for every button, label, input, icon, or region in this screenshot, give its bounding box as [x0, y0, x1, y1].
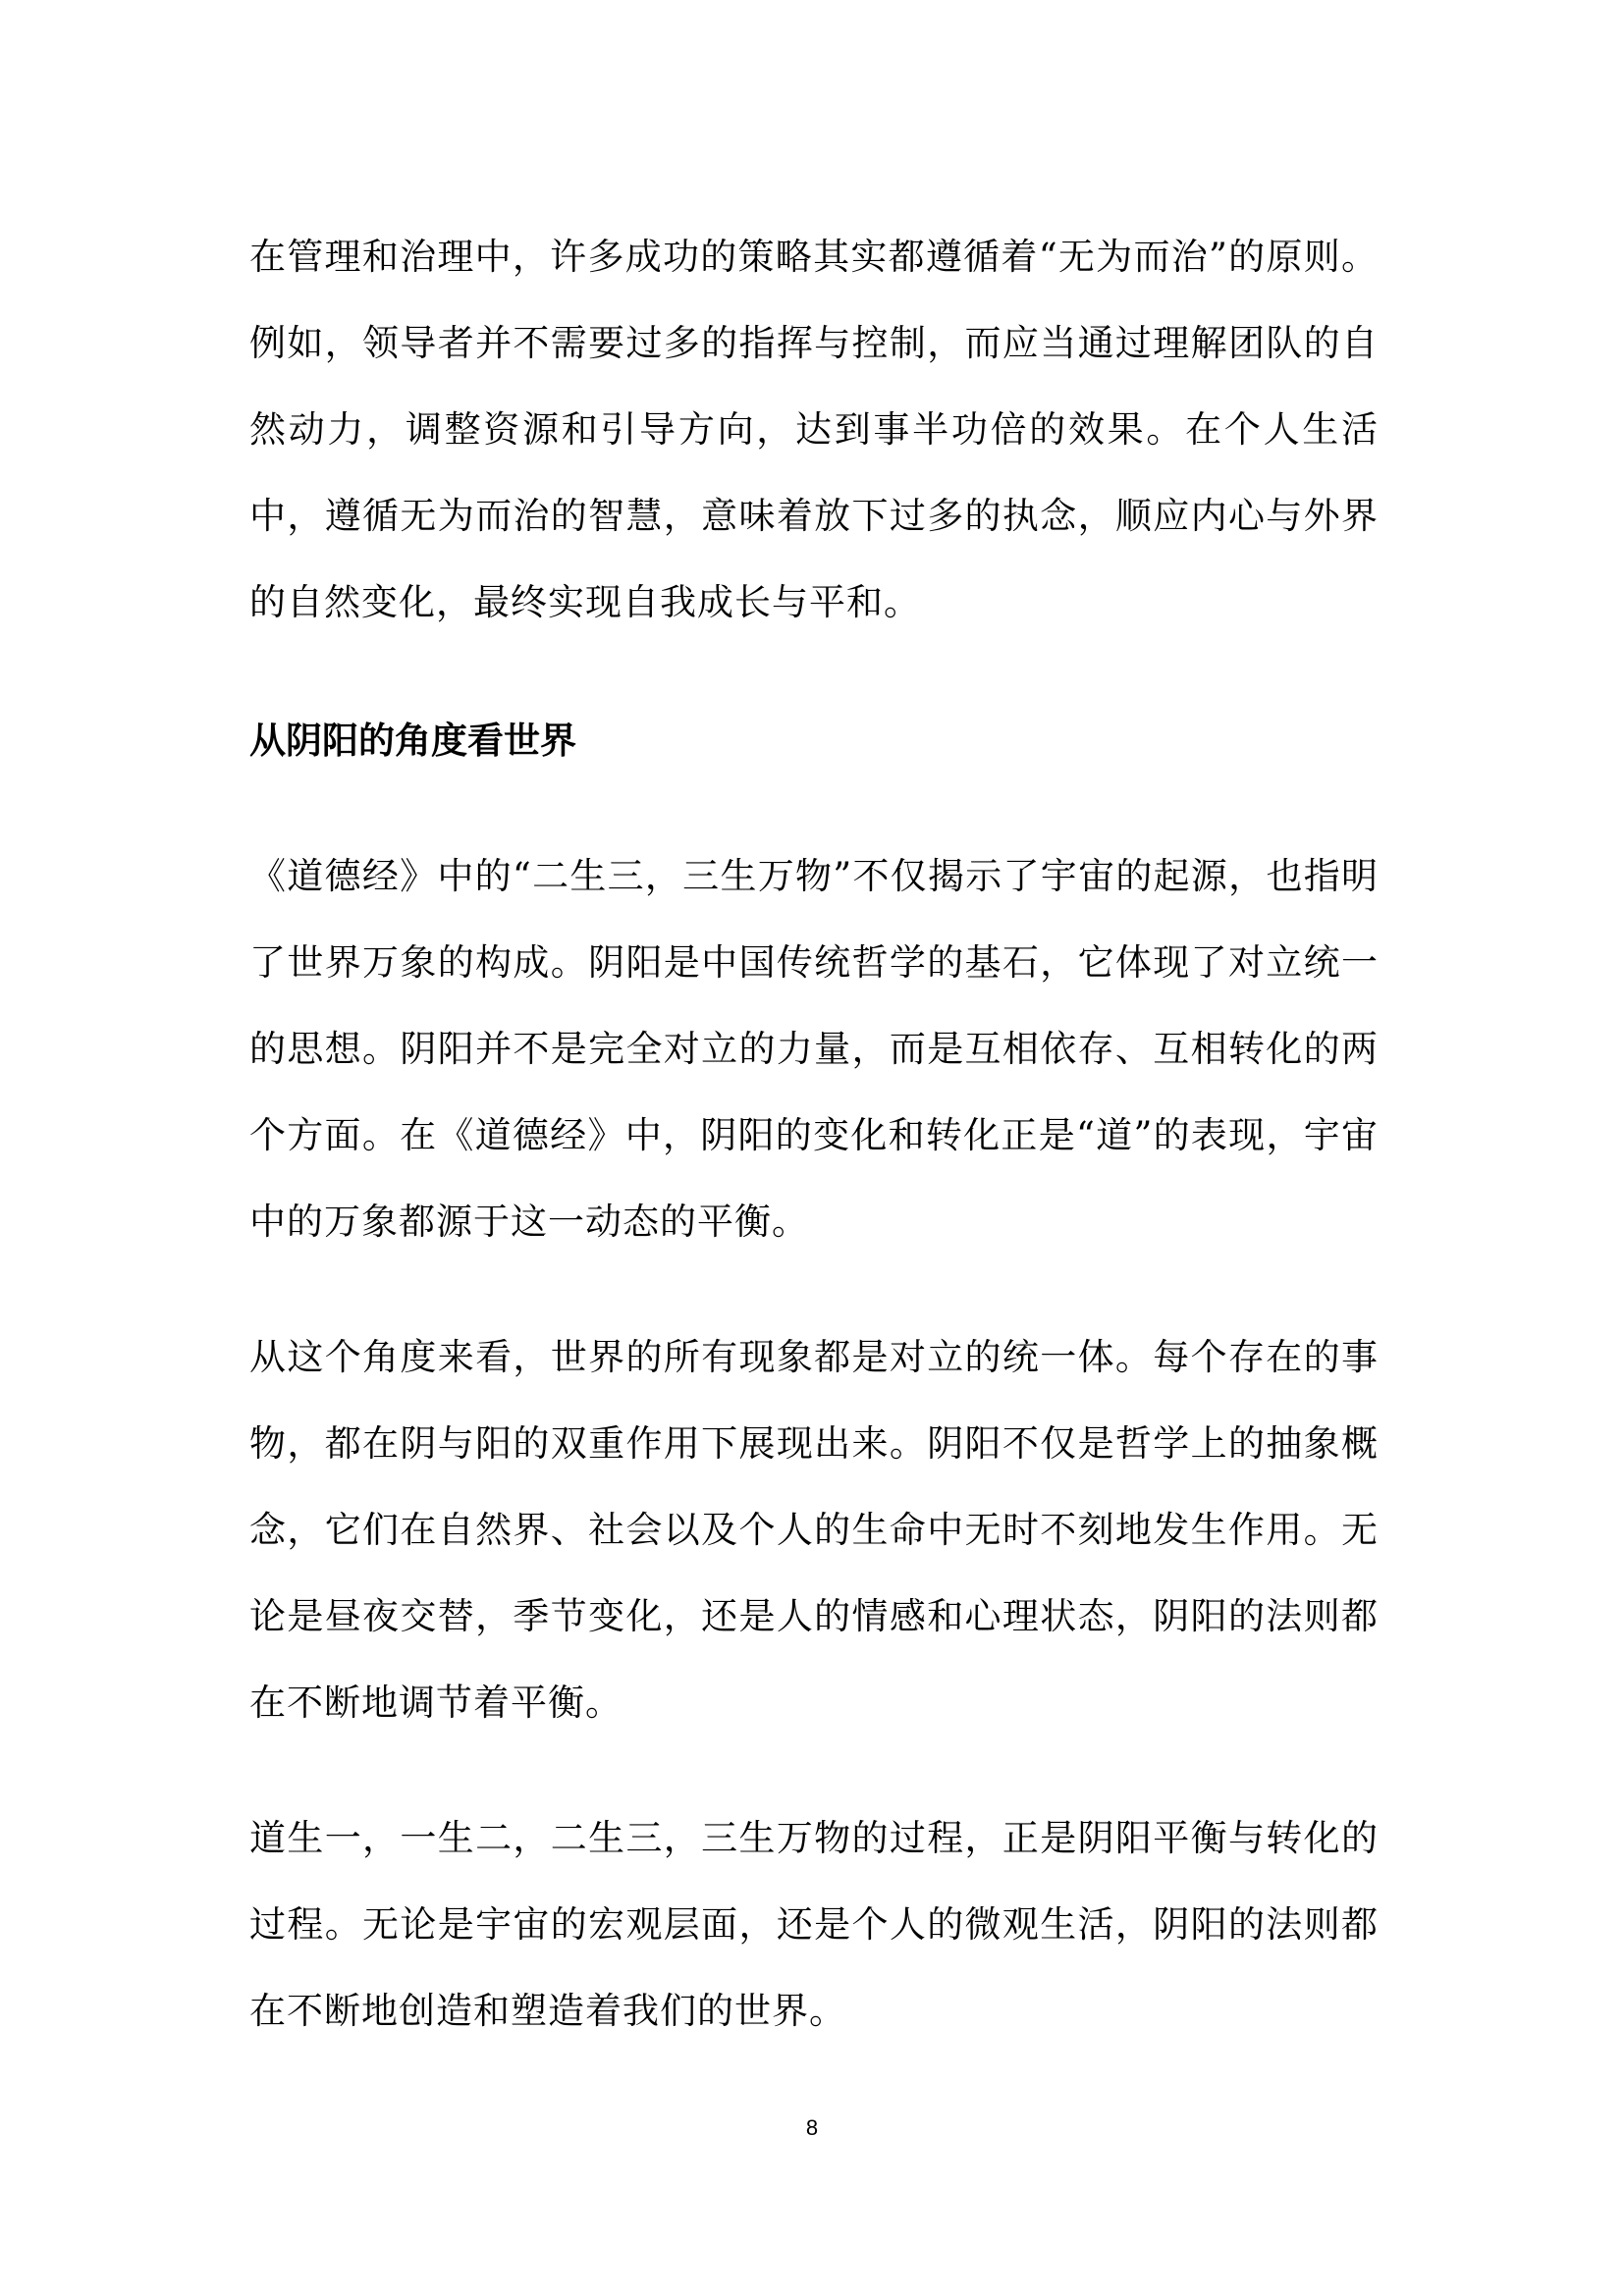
body-paragraph: 《道德经》中的“二生三，三生万物”不仅揭示了宇宙的起源，也指明了世界万象的构成。阴阳是中国传统哲学的基石，它体现了对立统一的思想。阴阳并不是完全对立的力量，而是互相依存、互相转化的两个方面。在《道德经》中，阴阳的变化和转化正是“道”的表现，宇宙中的万象都源于这一动态的平衡。 [249, 855, 1379, 1243]
body-paragraph: 在管理和治理中，许多成功的策略其实都遵循着“无为而治”的原则。例如，领导者并不需要过多的指挥与控制，而应当通过理解团队的自然动力，调整资源和引导方向，达到事半功倍的效果。在个人生活中，遵循无为而治的智慧，意味着放下过多的执念，顺应内心与外界的自然变化，最终实现自我成长与平和。 [249, 236, 1379, 623]
section-heading: 从阴阳的角度看世界 [249, 720, 576, 762]
body-paragraph: 从这个角度来看，世界的所有现象都是对立的统一体。每个存在的事物，都在阴与阳的双重作用下展现出来。阴阳不仅是哲学上的抽象概念，它们在自然界、社会以及个人的生命中无时不刻地发生作用。无论是昼夜交替，季节变化，还是人的情感和心理状态，阴阳的法则都在不断地调节着平衡。 [249, 1336, 1379, 1724]
body-paragraph: 道生一，一生二，二生三，三生万物的过程，正是阴阳平衡与转化的过程。无论是宇宙的宏观层面，还是个人的微观生活，阴阳的法则都在不断地创造和塑造着我们的世界。 [249, 1817, 1379, 2032]
document-body [249, 214, 1379, 2055]
page-number: 8 [805, 2115, 819, 2140]
